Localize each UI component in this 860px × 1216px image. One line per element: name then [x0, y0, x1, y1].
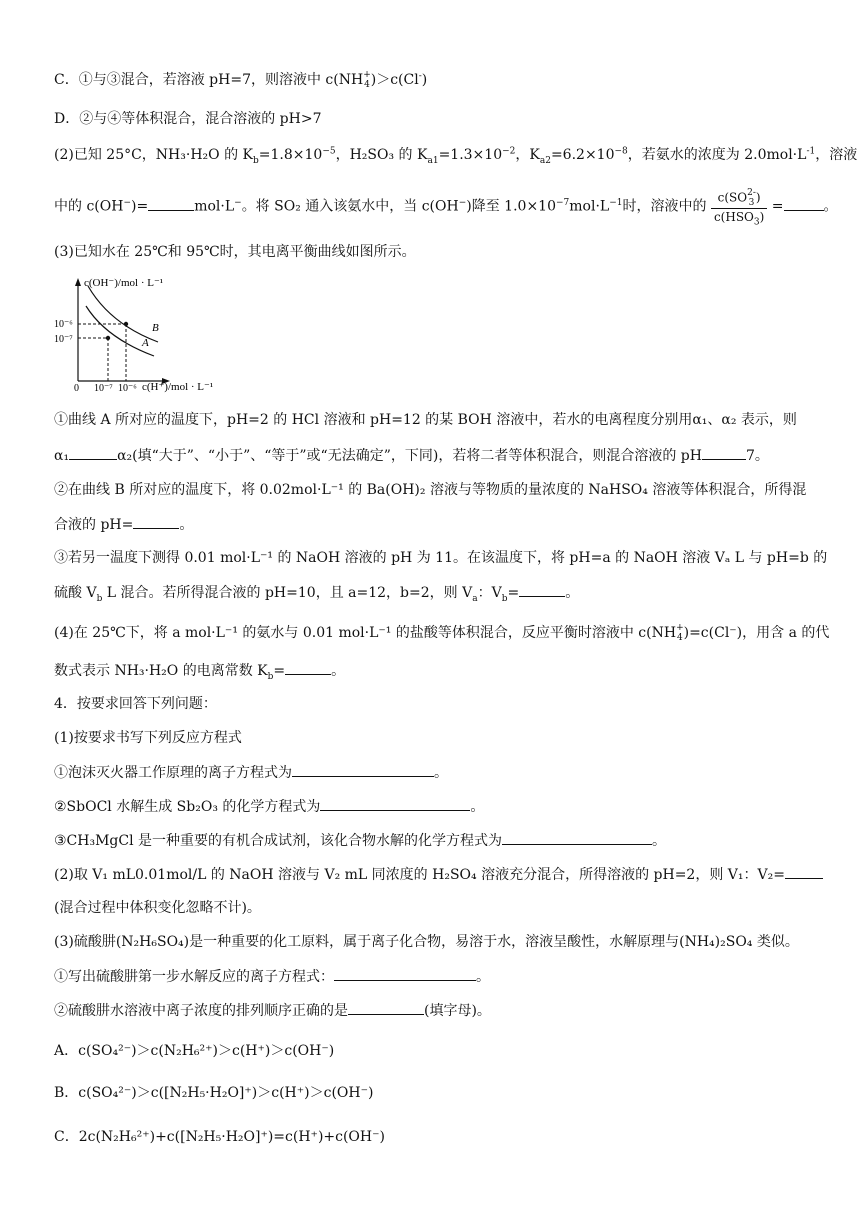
text: 。: [652, 833, 667, 849]
text: =1.8×10: [258, 147, 323, 163]
equation-3-line: [54, 830, 666, 851]
superscript: -1: [806, 146, 816, 157]
ion-stack: [676, 623, 684, 643]
text: (3)硫酸肼(N₂H₆SO₄)是一种重要的化工原料，属于离子化合物，易溶于水，溶液呈酸性，水解原理与(NH₄)₂SO₄ 类似。: [54, 934, 799, 950]
superscript: +: [676, 623, 684, 633]
text: (混合过程中体积变化忽略不计)。: [54, 900, 261, 916]
superscript: −2: [502, 146, 516, 157]
text: 。: [331, 663, 346, 679]
text: 。: [565, 585, 580, 601]
question-4-line: [54, 623, 829, 643]
option-a-text: A．c(SO₄²⁻)＞c(N₂H₆²⁺)＞c(H⁺)＞c(OH⁻): [54, 1043, 335, 1059]
y-axis-arrow: [75, 278, 81, 286]
part-2-line: [54, 864, 823, 885]
text: 4．按要求回答下列问题：: [54, 696, 217, 712]
option-c-text: C．2c(N₂H₆²⁺)+c([N₂H₅·H₂O]⁺)=c(H⁺)+c(OH⁻): [54, 1129, 385, 1145]
text: (2)取 V₁ mL0.01mol/L 的 NaOH 溶液与 V₂ mL 同浓度的 H₂SO₄ 溶液充分混合，所得溶液的 pH=2，则 V₁：V₂=: [54, 867, 785, 883]
x-tick-1e-7: 10⁻⁷: [94, 383, 113, 394]
subscript: a2: [539, 155, 551, 166]
answer-blank[interactable]: [785, 864, 823, 879]
equation-1-line: [54, 762, 448, 783]
text: 。将 SO₂ 通入该氨水中，当 c(OH: [241, 198, 459, 215]
text: 7。: [745, 448, 769, 464]
subscript: b: [253, 155, 259, 166]
text: C．①与③混合，若溶液 pH=7，则溶液中 c(NH: [54, 72, 364, 88]
y-axis-label: c(OH⁻)/mol · L⁻¹: [84, 277, 164, 289]
text: ，若氨水的浓度为 2.0mol·L: [627, 147, 807, 163]
answer-blank[interactable]: [148, 196, 194, 211]
option-c[interactable]: [54, 1127, 385, 1147]
answer-blank[interactable]: [702, 445, 746, 460]
text: (填字母)。: [424, 1003, 491, 1019]
sub-question-1-line-2: [54, 445, 769, 466]
text: =: [507, 585, 520, 601]
text: ，K: [515, 147, 540, 163]
text: 。: [823, 198, 838, 215]
superscript: −: [458, 197, 467, 208]
text: )＞c(Cl: [370, 72, 419, 88]
subscript: 4: [676, 633, 683, 643]
text: 。: [476, 969, 490, 985]
text: ①写出硫酸肼第一步水解反应的离子方程式：: [54, 969, 334, 985]
subscript: b: [96, 593, 103, 604]
text: ，溶液: [815, 147, 858, 163]
subscript: b: [501, 593, 508, 604]
concentration-ratio-fraction: [711, 188, 767, 228]
part-3-line: [54, 932, 799, 952]
answer-blank[interactable]: [69, 445, 117, 460]
text: ②在曲线 B 所对应的温度下，将 0.02mol·L⁻¹ 的 Ba(OH)₂ 溶液与等物质的量浓度的 NaHSO₄ 溶液等体积混合，所得混: [54, 482, 807, 498]
subscript: b: [267, 671, 274, 682]
equation-2-line: [54, 796, 484, 817]
question-2-line: [54, 145, 857, 165]
superscript: −5: [322, 146, 336, 157]
point-b: [124, 322, 128, 326]
text: 。: [179, 517, 194, 533]
text: mol·L: [194, 198, 235, 215]
water-ionization-graph: [48, 276, 268, 394]
text: (3)已知水在 25℃和 95℃时，其电离平衡曲线如图所示。: [54, 244, 416, 260]
text: =1.3×10: [438, 147, 503, 163]
text: )降至 1.0×10: [466, 198, 556, 215]
text: )=: [131, 198, 149, 215]
text: 合液的 pH=: [54, 517, 134, 533]
superscript: 2-: [747, 188, 756, 198]
answer-blank[interactable]: [348, 1000, 424, 1015]
answer-blank[interactable]: [502, 830, 652, 845]
text: c(SO: [717, 190, 748, 205]
sub-question-2-line-2: [54, 514, 193, 535]
fraction-denominator: $c(HSO_3)$: [713, 210, 765, 228]
answer-blank[interactable]: [334, 966, 476, 981]
subscript: 3: [748, 198, 755, 208]
text: 时，溶液中的: [622, 198, 707, 215]
text: 硫酸 V: [54, 585, 97, 601]
curve-a-label: A: [142, 337, 149, 349]
fraction-numerator: c(SO2- 3 ): [711, 188, 767, 209]
answer-blank[interactable]: [133, 514, 179, 529]
part-3-sub-2-line: [54, 1000, 491, 1021]
text: (4)在 25℃下，将 a mol·L⁻¹ 的氨水与 0.01 mol·L⁻¹ 的盐酸等体积混合，反应平衡时溶液中 c(NH: [54, 625, 677, 641]
text: ①泡沫灭火器工作原理的离子方程式为: [54, 765, 292, 781]
part-3-sub-1-line: [54, 966, 490, 987]
text: ②硫酸肼水溶液中离子浓度的排列顺序正确的是: [54, 1003, 348, 1019]
superscript: −: [123, 197, 131, 208]
text: D．②与④等体积混合，混合溶液的 pH>7: [54, 111, 322, 127]
text: c(HSO: [713, 210, 754, 224]
option-b[interactable]: [54, 1083, 373, 1103]
text: ③CH₃MgCl 是一种重要的有机合成试剂，该化合物水解的化学方程式为: [54, 833, 503, 849]
superscript: -: [418, 71, 422, 82]
text: 。: [434, 765, 448, 781]
y-tick-1e-6: 10⁻⁶: [54, 319, 73, 330]
part-1-heading: [54, 728, 242, 748]
text: ③若另一温度下测得 0.01 mol·L⁻¹ 的 NaOH 溶液的 pH 为 11。在该温度下，将 pH=a 的 NaOH 溶液 Vₐ L 与 pH=b 的: [54, 550, 828, 566]
x-tick-1e-6: 10⁻⁶: [118, 383, 137, 394]
text: (1)按要求书写下列反应方程式: [54, 730, 242, 746]
text: 数式表示 NH₃·H₂O 的电离常数 K: [54, 663, 268, 679]
point-a: [106, 336, 110, 340]
option-b-text: B．c(SO₄²⁻)＞c([N₂H₅·H₂O]⁺)＞c(H⁺)＞c(OH⁻): [54, 1085, 374, 1101]
text: 中的 c(OH: [54, 198, 124, 215]
superscript: −8: [614, 146, 628, 157]
sub-question-3-line: [54, 548, 827, 568]
x-axis-label: c(H⁺)/mol · L⁻¹: [142, 381, 214, 393]
answer-blank[interactable]: [285, 660, 331, 675]
ion-stack: [363, 70, 371, 90]
y-tick-1e-7: 10⁻⁷: [54, 334, 73, 345]
sub-question-2-line: [54, 480, 806, 500]
subscript: a: [472, 593, 478, 604]
option-d-line: [54, 109, 321, 129]
curve-b-label: B: [152, 322, 159, 334]
problem-4-heading: [54, 694, 217, 714]
text: ①曲线 A 所对应的温度下，pH=2 的 HCl 溶液和 pH=12 的某 BOH 溶液中，若水的电离程度分别用α₁、α₂ 表示，则: [54, 412, 797, 428]
superscript: +: [363, 70, 371, 80]
option-a[interactable]: [54, 1041, 334, 1061]
question-4-line-2: [54, 660, 345, 681]
text: =: [771, 198, 784, 215]
text: mol·L: [569, 198, 610, 215]
answer-blank[interactable]: [292, 762, 434, 777]
part-2-line-2: [54, 898, 261, 918]
text: L 混合。若所得混合液的 pH=10，且 a=12，b=2，则 V: [102, 585, 473, 601]
curve-b: [88, 286, 158, 342]
text: ，H₂SO₃ 的 K: [335, 147, 428, 163]
subscript: 3: [753, 217, 760, 228]
text: =: [273, 663, 286, 679]
subscript: a1: [427, 155, 439, 166]
text: ：V: [477, 585, 502, 601]
text: =6.2×10: [550, 147, 615, 163]
question-2-line-2: [54, 188, 838, 228]
text: ②SbOCl 水解生成 Sb₂O₃ 的化学方程式为: [54, 799, 321, 815]
sub-question-1-line: [54, 410, 797, 430]
text: )=c(Cl⁻)，用含 a 的代: [683, 625, 830, 641]
subscript: 4: [364, 80, 370, 90]
answer-blank[interactable]: [320, 796, 470, 811]
text: α₂(填“大于”、“小于”、“等于”或“无法确定”，下同)，若将二者等体积混合，则混合溶液的 pH: [117, 448, 702, 464]
superscript: −1: [609, 197, 623, 208]
sub-question-3-line-2: [54, 582, 579, 603]
answer-blank[interactable]: [519, 582, 565, 597]
text: α₁: [54, 448, 70, 464]
question-3-line: [54, 242, 416, 262]
text: (2)已知 25°C，NH₃·H₂O 的 K: [54, 147, 253, 163]
x-tick-0: 0: [74, 383, 79, 394]
text: ): [421, 72, 428, 88]
answer-blank[interactable]: [784, 196, 824, 211]
text: 。: [470, 799, 485, 815]
superscript: −: [234, 197, 242, 208]
ion-stack: [747, 188, 756, 208]
superscript: −7: [556, 197, 570, 208]
option-c-line: [54, 70, 427, 90]
